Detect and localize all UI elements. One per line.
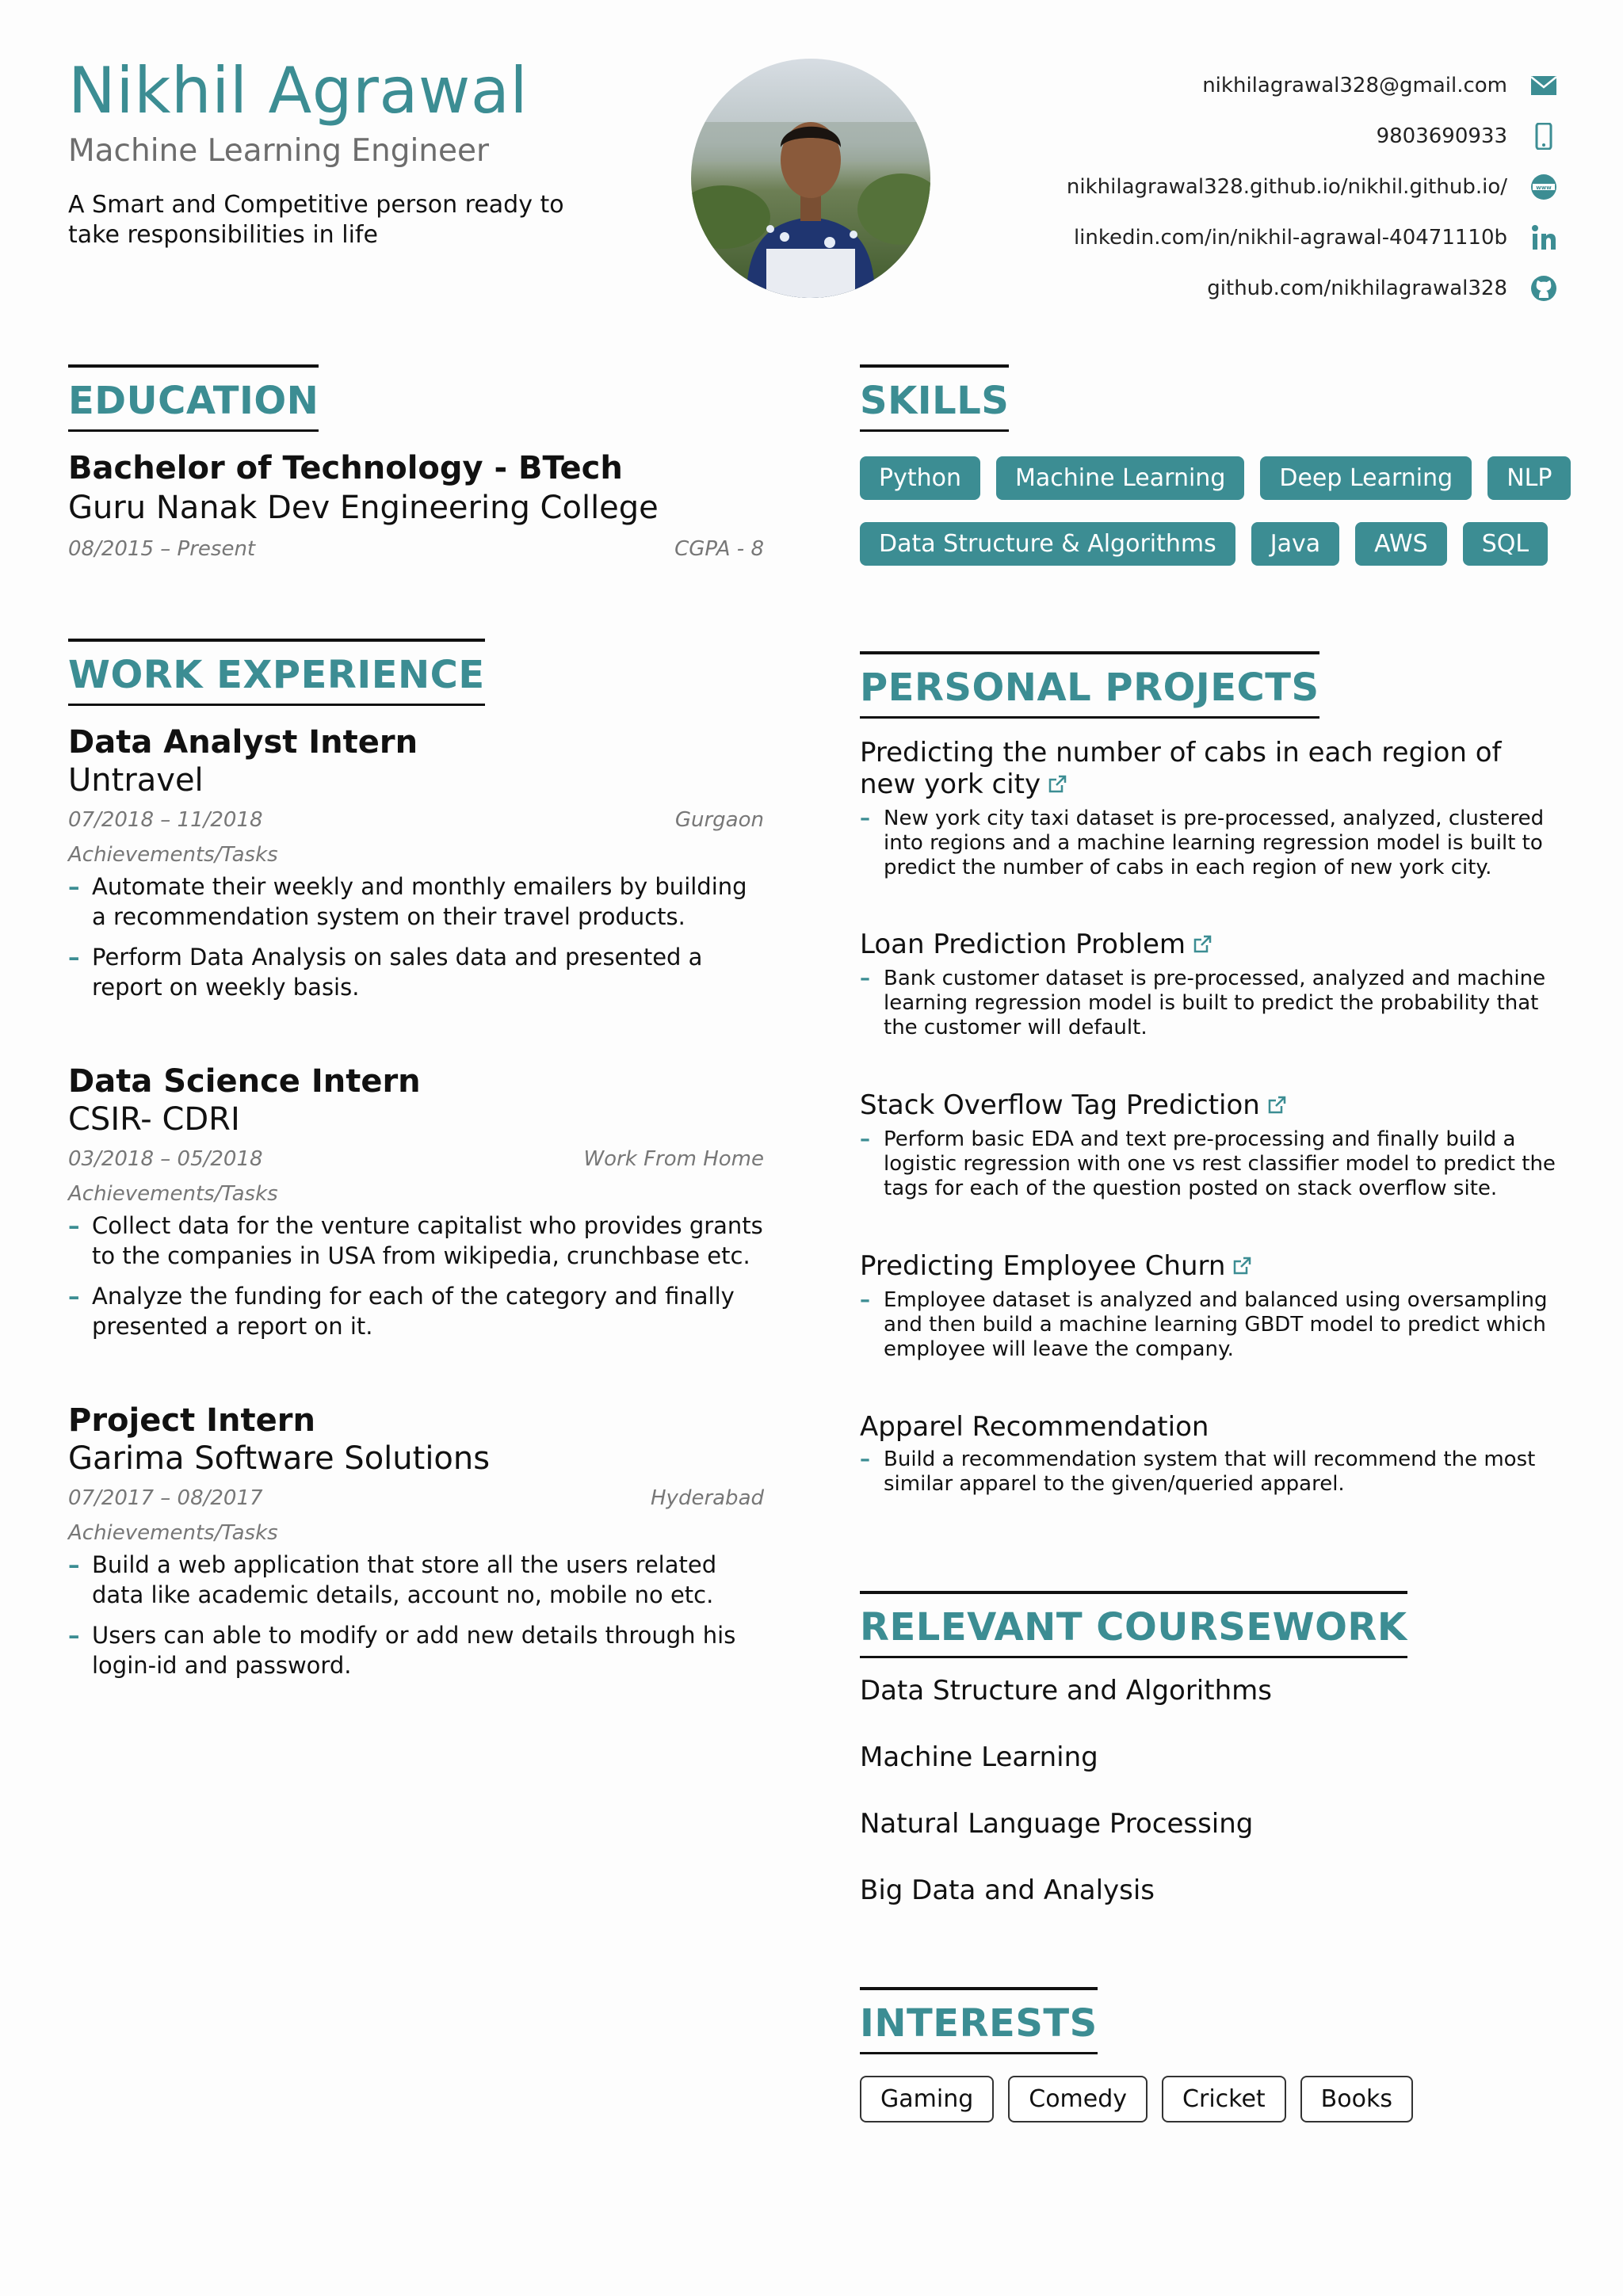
job-task bbox=[68, 942, 764, 1002]
bullet-dash: – bbox=[68, 1212, 80, 1239]
project-entry bbox=[860, 1250, 1557, 1362]
external-link-icon[interactable] bbox=[1266, 1091, 1287, 1123]
section-skills-header bbox=[860, 364, 1009, 432]
project-desc-text: New york city taxi dataset is pre-processed, analyzed, clustered into regions and a machine learning regression model is built to predict the number of cabs in each region of new york city. bbox=[884, 806, 1545, 879]
job-dates: 03/2018 – 05/2018 bbox=[68, 1147, 263, 1171]
contact-github[interactable] bbox=[1067, 263, 1560, 314]
job-company: Garima Software Solutions bbox=[68, 1440, 491, 1477]
bullet-dash: – bbox=[68, 944, 80, 971]
contact-github-text[interactable]: github.com/nikhilagrawal328 bbox=[1207, 277, 1507, 300]
section-rule bbox=[860, 716, 1319, 719]
project-title bbox=[860, 1089, 1557, 1123]
project-desc bbox=[860, 1127, 1557, 1201]
external-link-icon[interactable] bbox=[1047, 770, 1067, 802]
contact-list bbox=[1067, 60, 1560, 314]
course-item: Natural Language Processing bbox=[860, 1808, 1254, 1840]
job-dates: 07/2018 – 11/2018 bbox=[68, 808, 263, 832]
contact-phone[interactable] bbox=[1067, 111, 1560, 162]
bullet-dash: – bbox=[860, 966, 870, 990]
education-entry bbox=[68, 450, 764, 561]
project-title bbox=[860, 929, 1557, 962]
job-company: Untravel bbox=[68, 762, 204, 799]
job-company: CSIR- CDRI bbox=[68, 1101, 240, 1138]
phone-icon bbox=[1528, 120, 1560, 152]
bullet-dash: – bbox=[860, 1447, 870, 1471]
course-item: Big Data and Analysis bbox=[860, 1875, 1155, 1906]
job-tasks-label: Achievements/Tasks bbox=[68, 843, 278, 867]
section-work-header bbox=[68, 639, 485, 706]
contact-email-text[interactable]: nikhilagrawal328@gmail.com bbox=[1202, 74, 1507, 97]
job-meta bbox=[68, 808, 764, 832]
section-rule bbox=[68, 704, 485, 706]
education-grade: CGPA - 8 bbox=[674, 537, 764, 561]
section-coursework-header bbox=[860, 1591, 1407, 1658]
section-interests-title: INTERESTS bbox=[860, 2001, 1098, 2046]
interest-tag: Books bbox=[1300, 2076, 1413, 2122]
skill-chip: NLP bbox=[1487, 456, 1571, 500]
job-task-list bbox=[68, 1211, 764, 1341]
bullet-dash: – bbox=[860, 806, 870, 830]
section-education-header bbox=[68, 364, 319, 432]
project-title-text: Apparel Recommendation bbox=[860, 1411, 1209, 1443]
resume-title: Machine Learning Engineer bbox=[68, 133, 490, 169]
project-title-text: Predicting Employee Churn bbox=[860, 1250, 1226, 1282]
bullet-dash: – bbox=[68, 1283, 80, 1310]
skills-list bbox=[860, 456, 1573, 566]
project-entry bbox=[860, 1089, 1557, 1201]
contact-phone-text[interactable]: 9803690933 bbox=[1376, 124, 1507, 148]
course-item: Machine Learning bbox=[860, 1741, 1098, 1773]
skill-chip: Java bbox=[1251, 522, 1339, 566]
project-entry bbox=[860, 929, 1557, 1040]
job-task-list bbox=[68, 871, 764, 1002]
project-desc bbox=[860, 807, 1557, 880]
project-desc-list bbox=[860, 1447, 1557, 1497]
bullet-dash: – bbox=[860, 1287, 870, 1312]
project-title bbox=[860, 1250, 1557, 1283]
linkedin-icon bbox=[1528, 222, 1560, 254]
project-desc-list bbox=[860, 1288, 1557, 1362]
skill-chip: Python bbox=[860, 456, 980, 500]
section-rule bbox=[860, 429, 1009, 432]
job-task-text: Analyze the funding for each of the category and finally presented a report on it. bbox=[92, 1283, 735, 1340]
section-projects-title: PERSONAL PROJECTS bbox=[860, 666, 1319, 710]
job-task-text: Build a web application that store all the users related data like academic details, account no, mobile no etc. bbox=[92, 1551, 717, 1608]
job-task-text: Users can able to modify or add new details through his login-id and password. bbox=[92, 1622, 736, 1679]
project-desc bbox=[860, 967, 1557, 1040]
contact-website[interactable] bbox=[1067, 162, 1560, 212]
education-school: Guru Nanak Dev Engineering College bbox=[68, 490, 659, 526]
github-icon bbox=[1528, 273, 1560, 304]
project-desc-text: Bank customer dataset is pre-processed, analyzed and machine learning regression model is built to predict the probability that the customer will default. bbox=[884, 966, 1546, 1039]
job-title: Data Analyst Intern bbox=[68, 724, 418, 761]
job-tasks-label: Achievements/Tasks bbox=[68, 1521, 278, 1545]
contact-website-text[interactable]: nikhilagrawal328.github.io/nikhil.github.io/ bbox=[1066, 175, 1507, 199]
section-rule bbox=[68, 429, 319, 432]
project-title-text: Stack Overflow Tag Prediction bbox=[860, 1089, 1260, 1121]
job-task bbox=[68, 1281, 764, 1341]
job-title: Data Science Intern bbox=[68, 1063, 421, 1100]
skill-chip: AWS bbox=[1355, 522, 1447, 566]
project-desc-list bbox=[860, 967, 1557, 1040]
job-task-text: Automate their weekly and monthly emailers by building a recommendation system on their travel products. bbox=[92, 873, 747, 930]
skill-chip: Machine Learning bbox=[996, 456, 1244, 500]
skill-chip: SQL bbox=[1463, 522, 1548, 566]
profile-photo bbox=[691, 59, 930, 298]
project-title-text: Predicting the number of cabs in each region of new york city bbox=[860, 737, 1502, 800]
project-title bbox=[860, 737, 1557, 802]
skill-chip: Deep Learning bbox=[1260, 456, 1472, 500]
section-skills-title: SKILLS bbox=[860, 379, 1010, 423]
project-entry bbox=[860, 737, 1557, 880]
project-title bbox=[860, 1411, 1557, 1443]
interests-list bbox=[860, 2076, 1413, 2122]
bullet-dash: – bbox=[860, 1127, 870, 1151]
resume-summary: A Smart and Competitive person ready to take responsibilities in life bbox=[68, 191, 564, 249]
job-location: Gurgaon bbox=[674, 808, 764, 832]
interest-tag: Gaming bbox=[860, 2076, 994, 2122]
bullet-dash: – bbox=[68, 1551, 80, 1578]
resume-name: Nikhil Agrawal bbox=[68, 54, 529, 128]
project-desc-list bbox=[860, 807, 1557, 880]
job-tasks-label: Achievements/Tasks bbox=[68, 1182, 278, 1206]
section-work-title: WORK EXPERIENCE bbox=[68, 653, 485, 697]
project-desc bbox=[860, 1288, 1557, 1362]
contact-linkedin[interactable] bbox=[1067, 212, 1560, 263]
section-education-title: EDUCATION bbox=[68, 379, 319, 423]
contact-email[interactable] bbox=[1067, 60, 1560, 111]
job-task-text: Collect data for the venture capitalist who provides grants to the companies in USA from wikipedia, crunchbase etc. bbox=[92, 1212, 763, 1269]
section-projects-header bbox=[860, 651, 1319, 719]
bullet-dash: – bbox=[68, 1622, 80, 1649]
job-task-list bbox=[68, 1550, 764, 1680]
job-meta bbox=[68, 1147, 764, 1171]
job-entry bbox=[68, 1063, 764, 1352]
job-task bbox=[68, 871, 764, 932]
mail-icon bbox=[1528, 70, 1560, 101]
project-desc bbox=[860, 1447, 1557, 1497]
job-dates: 07/2017 – 08/2017 bbox=[68, 1486, 263, 1510]
section-rule bbox=[860, 1656, 1407, 1658]
job-task bbox=[68, 1620, 764, 1680]
job-meta bbox=[68, 1486, 764, 1510]
contact-linkedin-text[interactable]: linkedin.com/in/nikhil-agrawal-40471110b bbox=[1073, 226, 1507, 250]
bullet-dash: – bbox=[68, 873, 80, 900]
job-location: Hyderabad bbox=[651, 1486, 764, 1510]
interest-tag: Cricket bbox=[1162, 2076, 1286, 2122]
job-task bbox=[68, 1550, 764, 1610]
job-location: Work From Home bbox=[583, 1147, 764, 1171]
section-coursework-title: RELEVANT COURSEWORK bbox=[860, 1605, 1407, 1650]
skill-chip: Data Structure & Algorithms bbox=[860, 522, 1235, 566]
education-meta bbox=[68, 537, 764, 561]
section-interests-header bbox=[860, 1987, 1098, 2054]
project-desc-text: Employee dataset is analyzed and balanced using oversampling and then build a machine learning GBDT model to predict which employee will leave the company. bbox=[884, 1287, 1548, 1361]
www-icon bbox=[1528, 171, 1560, 203]
project-entry bbox=[860, 1411, 1557, 1497]
education-degree: Bachelor of Technology - BTech bbox=[68, 450, 623, 486]
job-title: Project Intern bbox=[68, 1402, 315, 1439]
external-link-icon[interactable] bbox=[1232, 1252, 1252, 1283]
svg-text:www: www bbox=[1536, 185, 1552, 191]
job-entry bbox=[68, 724, 764, 1013]
job-task-text: Perform Data Analysis on sales data and presented a report on weekly basis. bbox=[92, 944, 703, 1001]
project-desc-text: Build a recommendation system that will recommend the most similar apparel to the given/queried apparel. bbox=[884, 1447, 1536, 1496]
education-dates: 08/2015 – Present bbox=[68, 537, 256, 561]
job-task bbox=[68, 1211, 764, 1271]
interest-tag: Comedy bbox=[1008, 2076, 1148, 2122]
external-link-icon[interactable] bbox=[1192, 930, 1212, 962]
project-desc-text: Perform basic EDA and text pre-processing and finally build a logistic regression with one vs rest classifier model to predict the tags for each of the question posted on stack overflow site. bbox=[884, 1127, 1556, 1200]
job-entry bbox=[68, 1402, 764, 1691]
project-title-text: Loan Prediction Problem bbox=[860, 929, 1186, 960]
course-item: Data Structure and Algorithms bbox=[860, 1675, 1272, 1707]
project-desc-list bbox=[860, 1127, 1557, 1201]
section-rule bbox=[860, 2052, 1098, 2054]
